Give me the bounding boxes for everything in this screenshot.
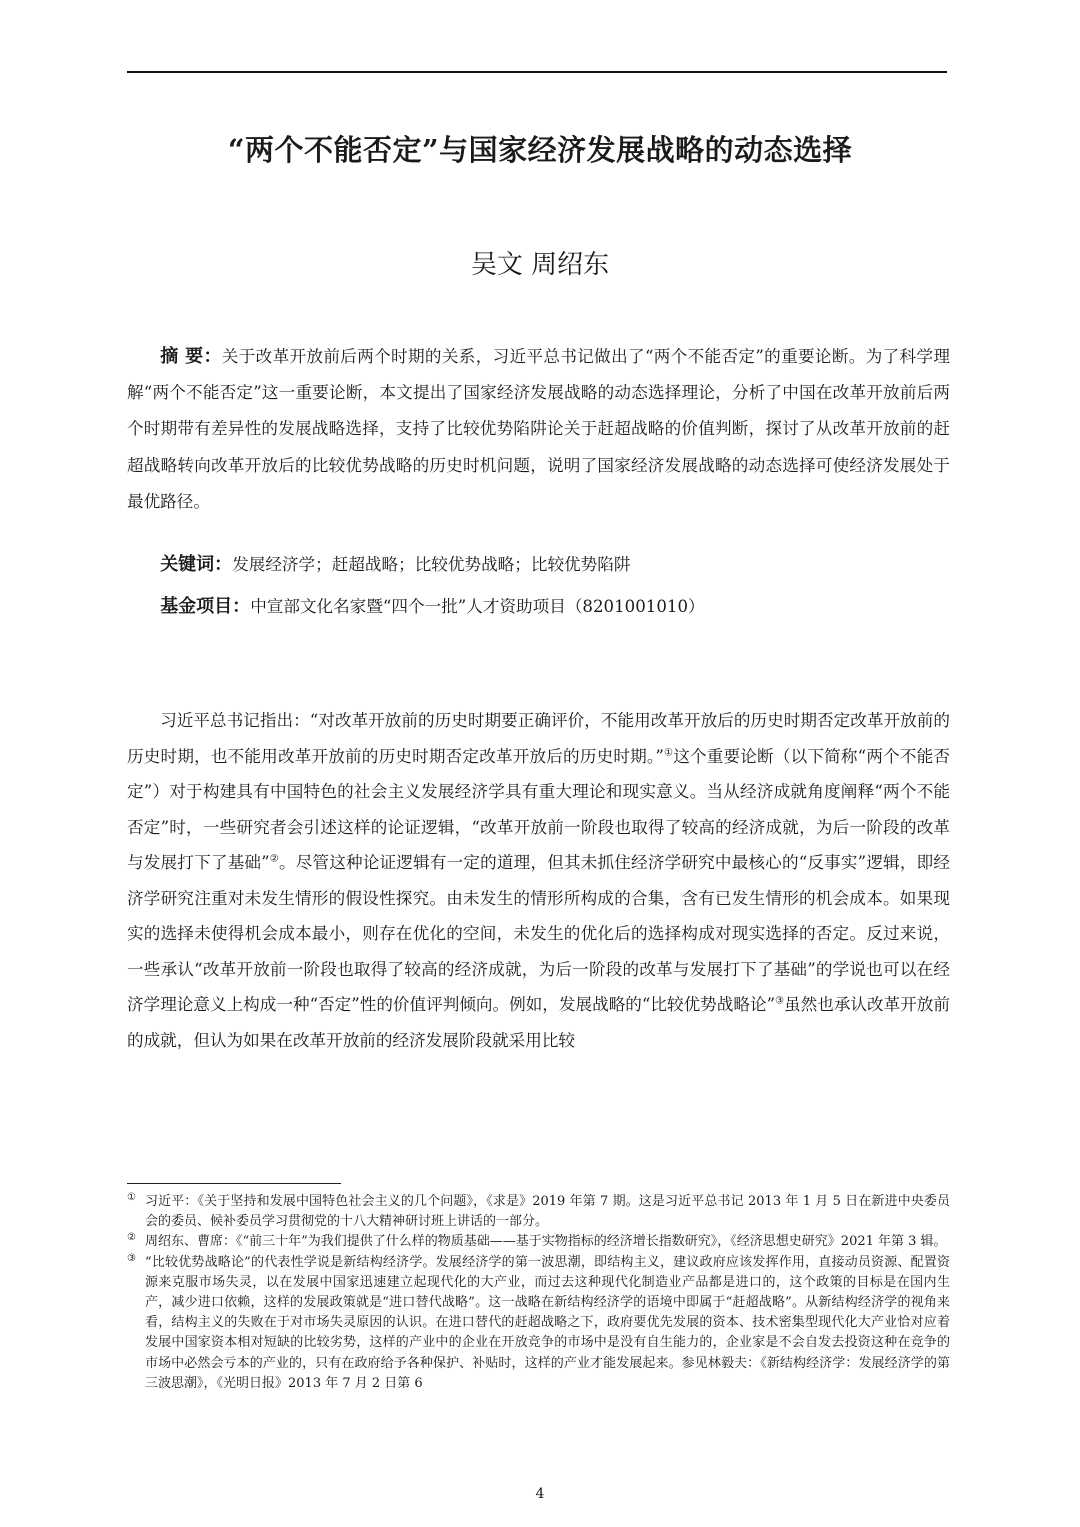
footnote-1 — [127, 1192, 950, 1232]
body-text-1: 习近平总书记指出：“对改革开放前的历史时期要正确评价，不能用改革开放后的历史时期否定改革开放前的历史时期，也不能用改革开放前的历史时期否定改革开放后的历史时期。” — [127, 711, 950, 766]
keywords-text: 发展经济学；赶超战略；比较优势战略；比较优势陷阱 — [232, 555, 631, 574]
footnote-text: 习近平：《关于坚持和发展中国特色社会主义的几个问题》，《求是》2019 年第 7 期。这是习近平总书记 2013 年 1 月 5 日在新进中央委员会的委员、候补委员学习贯彻党的十八大精神研讨班上讲话的一部分。 — [145, 1194, 950, 1230]
abstract-label: 摘 要： — [160, 346, 222, 367]
body-paragraph — [127, 703, 950, 1058]
body-text-2: 这个重要论断（以下简称“两个不能否定”）对于构建具有中国特色的社会主义发展经济学具有重大理论和现实意义。当从经济成就角度阐释“两个不能否定”时，一些研究者会引述这样的论证逻辑，“改革开放前一阶段也取得了较高的经济成就，为后一阶段的改革与发展打下了基础” — [127, 746, 951, 872]
body-text-3: 。尽管这种论证逻辑有一定的道理，但其未抓住经济学研究中最核心的“反事实”逻辑，即经济学研究注重对未发生情形的假设性探究。由未发生的情形所构成的合集，含有已发生情形的机会成本。如果现实的选择未使得机会成本最小，则存在优化的空间，未发生的优化后的选择构成对现实选择的否定。反过来说，一些承认“改革开放前一阶段也取得了较高的经济成就，为后一阶段的改革与发展打下了基础”的学说也可以在经济学理论意义上构成一种“否定”性的价值评判倾向。例如，发展战略的“比较优势战略论” — [127, 853, 950, 1014]
footnotes — [127, 1192, 950, 1394]
fund-text: 中宣部文化名家暨“四个一批”人才资助项目（8201001010） — [250, 597, 705, 616]
header-rule — [127, 71, 947, 73]
paper-authors: 吴文 周绍东 — [470, 250, 610, 280]
footnote-ref-3[interactable]: ③ — [775, 995, 785, 1007]
footnote-mark: ② — [127, 1232, 136, 1244]
body-text-4: 虽然也承认改革开放前的成就，但认为如果在改革开放前的经济发展阶段就采用比较 — [127, 995, 951, 1050]
footnote-mark: ① — [127, 1192, 136, 1203]
abstract — [127, 339, 950, 520]
keywords-label: 关键词： — [160, 554, 233, 575]
footnote-text: 周绍东、曹席：《“前三十年”为我们提供了什么样的物质基础——基于实物指标的经济增长指数研究》，《经济思想史研究》2021 年第 3 辑。 — [145, 1234, 947, 1250]
fund-label: 基金项目： — [160, 596, 251, 617]
footnote-text: “比较优势战略论”的代表性学说是新结构经济学。发展经济学的第一波思潮，即结构主义，建议政府应该发挥作用，直接动员资源、配置资源来克服市场失灵，以在发展中国家迅速建立起现代化的大产业，而过去这种现代化制造业产品都是进口的，这个政策的目标是在国内生产，减少进口依赖，这样的发展政策就是“进口替代战略”。这一战略在新结构经济学的语境中即属于“赶超战略”。从新结构经济学的视角来看，结构主义的失败在于对市场失灵原因的认识。在进口替代的赶超战略之下，政府要优先发展的资本、技术密集型现代化大产业恰对应着发展中国家资本相对短缺的比较劣势，这样的产业中的企业在开放竞争的市场中是没有自生能力的，企业家是不会自发去投资这种在竞争的市场中必然会亏本的产业的，只有在政府给予各种保护、补贴时，这样的产业才能发展起来。参见林毅夫：《新结构经济学：发展经济学的第三波思潮》，《光明日报》2013 年 7 月 2 日第 6 — [145, 1254, 950, 1391]
keywords — [127, 549, 950, 581]
footnote-mark: ③ — [127, 1252, 136, 1264]
footnote-3 — [127, 1253, 950, 1394]
footnote-ref-1[interactable]: ① — [663, 746, 674, 758]
footnote-ref-2[interactable]: ② — [269, 853, 279, 865]
footnote-separator — [127, 1183, 341, 1184]
page-number: 4 — [535, 1486, 545, 1502]
abstract-text: 关于改革开放前后两个时期的关系，习近平总书记做出了“两个不能否定”的重要论断。为了科学理解“两个不能否定”这一重要论断，本文提出了国家经济发展战略的动态选择理论，分析了中国在改革开放前后两个时期带有差异性的发展战略选择，支持了比较优势陷阱论关于赶超战略的价值判断，探讨了从改革开放前的赶超战略转向改革开放后的比较优势战略的历史时机问题，说明了国家经济发展战略的动态选择可使经济发展处于最优路径。 — [127, 347, 950, 511]
footnote-2 — [127, 1232, 950, 1252]
paper-title: “两个不能否定”与国家经济发展战略的动态选择 — [227, 133, 853, 167]
fund-info — [127, 591, 950, 623]
